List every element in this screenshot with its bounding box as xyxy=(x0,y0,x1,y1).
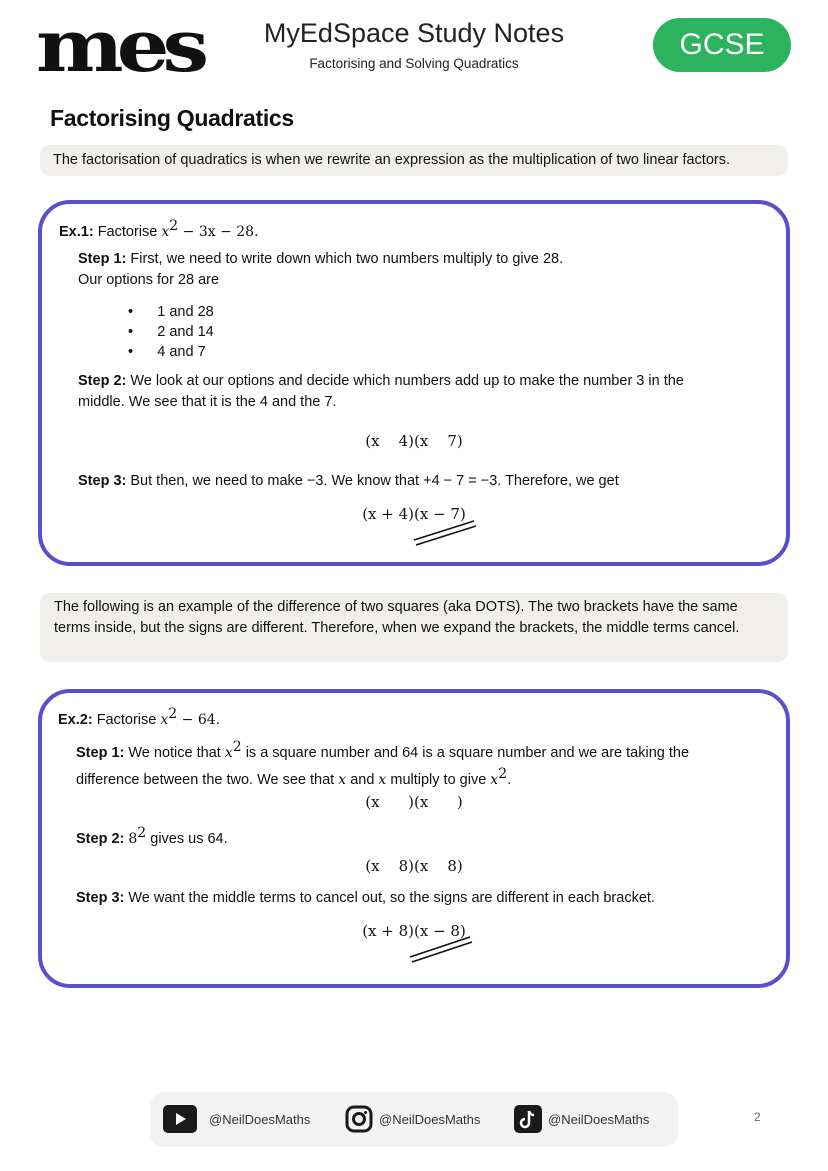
ex1-step3 xyxy=(78,471,619,492)
logo: mes xyxy=(36,3,203,88)
math: x xyxy=(161,223,170,240)
step-text: is a square number and 64 is a square number and we are taking the xyxy=(245,744,690,761)
step-label: Step 1: xyxy=(76,744,125,761)
math: − 3x − 28. xyxy=(178,223,259,240)
example-1-prompt xyxy=(59,216,259,243)
step-text: multiply to give xyxy=(390,771,487,788)
double-underline-icon xyxy=(408,934,474,964)
social-footer xyxy=(150,1092,678,1147)
instagram-handle[interactable]: @NeilDoesMaths xyxy=(379,1112,481,1127)
ex2-step3 xyxy=(76,888,655,909)
ex1-step2-math: (x 4)(x 7) xyxy=(365,432,463,450)
math-exponent: 2 xyxy=(168,706,178,722)
step-text: middle. We see that it is the 4 and the 7. xyxy=(78,394,337,410)
math: x xyxy=(490,771,499,788)
youtube-handle[interactable]: @NeilDoesMaths xyxy=(209,1112,311,1127)
step-label: Step 2: xyxy=(78,373,127,389)
step-text: But then, we need to make −3. We know that +4 − 7 = −3. Therefore, we get xyxy=(130,473,619,489)
tiktok-icon[interactable] xyxy=(514,1105,542,1133)
ex2-step2-math: (x 8)(x 8) xyxy=(365,857,463,875)
double-underline-icon xyxy=(412,518,478,546)
header-title: MyEdSpace Study Notes xyxy=(263,18,565,48)
step-text: and xyxy=(350,771,375,788)
ex2-answer: (x + 8)(x − 8) xyxy=(362,922,466,940)
step-label: Step 1: xyxy=(78,251,127,267)
step-text: We look at our options and decide which numbers add up to make the number 3 in the xyxy=(130,373,684,389)
header-subtitle: Factorising and Solving Quadratics xyxy=(309,56,519,71)
step-text: gives us 64. xyxy=(150,830,228,847)
math-exponent: 2 xyxy=(232,739,242,755)
math: x xyxy=(378,771,387,788)
prompt: Factorise xyxy=(97,223,158,240)
math: x xyxy=(224,744,233,761)
math-exponent: 2 xyxy=(169,218,179,234)
ex1-answer: (x + 4)(x − 7) xyxy=(362,505,466,523)
instagram-icon[interactable] xyxy=(345,1105,373,1133)
youtube-icon[interactable] xyxy=(163,1105,197,1133)
example-label: Ex.1: xyxy=(59,223,94,240)
intro-box xyxy=(40,145,788,176)
ex2-step1-math: (x )(x ) xyxy=(365,793,463,811)
math: − 64. xyxy=(177,711,221,728)
math: x xyxy=(160,711,169,728)
list-item: • 2 and 14 xyxy=(128,324,214,340)
math: 8 xyxy=(128,830,138,847)
page-number: 2 xyxy=(754,1110,761,1124)
list-item: • 1 and 28 xyxy=(128,304,214,320)
step-text: difference between the two. We see that xyxy=(76,771,335,788)
ex1-step1 xyxy=(78,249,563,291)
step-label: Step 3: xyxy=(76,890,125,906)
intro-text: The factorisation of quadratics is when we rewrite an expression as the multiplication of two linear factors. xyxy=(53,152,730,168)
ex2-step1: Step 1: We notice that $x^2$ is a square number and 64 is a square number and we are taking the difference between the two. We see that x and x multiply to give $x^2$. xyxy=(76,739,690,788)
section-title: Factorising Quadratics xyxy=(50,105,294,131)
step-text: We notice that xyxy=(128,744,221,761)
step-label: Step 3: xyxy=(78,473,127,489)
list-item: • 4 and 7 xyxy=(128,344,206,360)
math-exponent: 2 xyxy=(137,825,147,841)
step-text: Our options for 28 are xyxy=(78,272,220,288)
ex2-step2 xyxy=(76,823,228,850)
math-exponent: 2 xyxy=(498,765,508,782)
prompt: Factorise xyxy=(96,711,157,728)
tiktok-handle[interactable]: @NeilDoesMaths xyxy=(548,1112,650,1127)
ex1-step2 xyxy=(78,371,684,413)
step-text: We want the middle terms to cancel out, so the signs are different in each bracket. xyxy=(128,890,655,906)
dots-note-box xyxy=(40,593,788,662)
step-text: First, we need to write down which two numbers multiply to give 28. xyxy=(130,251,564,267)
gcse-badge: GCSE xyxy=(653,18,791,72)
options-list xyxy=(128,302,214,362)
dots-note-text: The following is an example of the difference of two squares (aka DOTS). The two brackets have the same terms inside, but the signs are different. Therefore, when we expand the brackets, the middle terms cancel. xyxy=(54,599,740,636)
step-label: Step 2: xyxy=(76,830,125,847)
example-2-prompt xyxy=(58,704,220,731)
example-label: Ex.2: xyxy=(58,711,93,728)
math: x xyxy=(338,771,347,788)
